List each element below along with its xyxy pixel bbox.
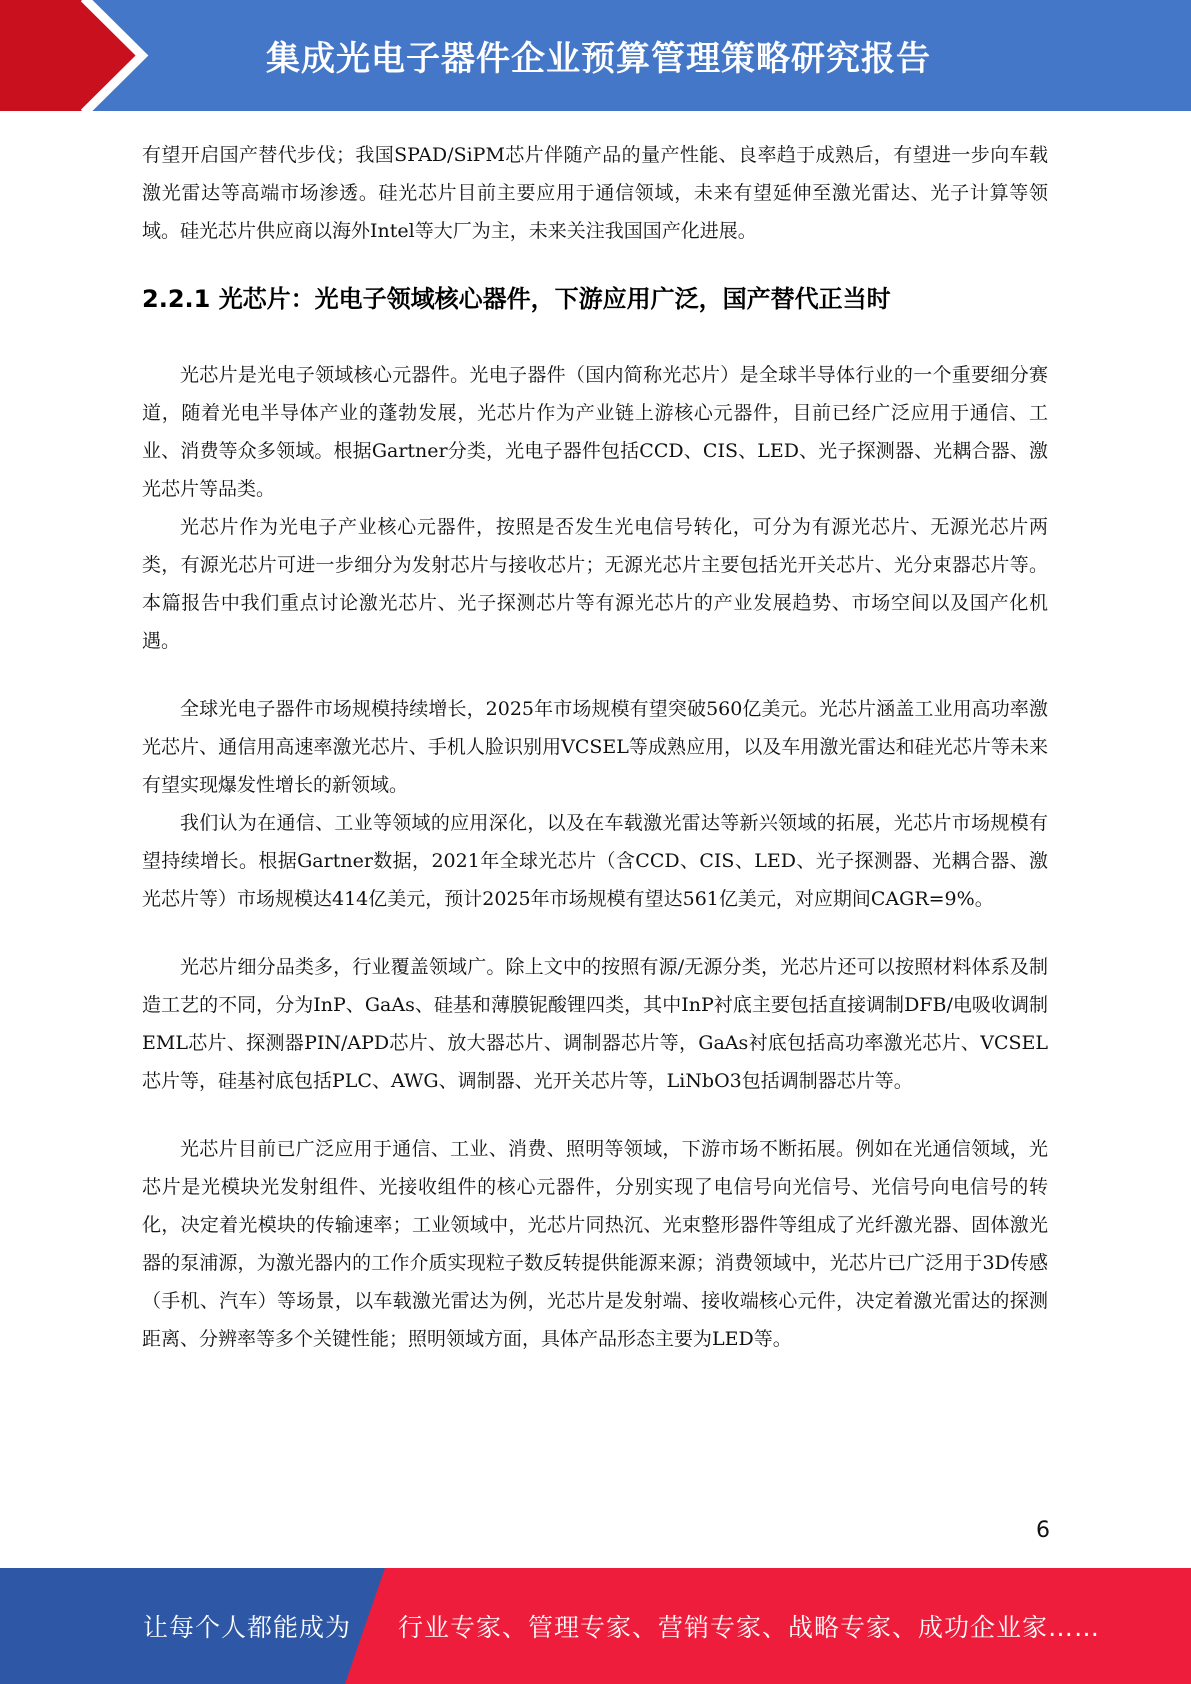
body-paragraph: 我们认为在通信、工业等领域的应用深化，以及在车载激光雷达等新兴领域的拓展，光芯片市场规模有望持续增长。根据Gartner数据，2021年全球光芯片（含CCD、CIS、LED、光子探测器、光耦合器、激光芯片等）市场规模达414亿美元，预计2025年市场规模有望达561亿美元，对应期间CAGR=9%。	[142, 812, 1048, 910]
section-heading: 2.2.1 光芯片：光电子领域核心器件，下游应用广泛，国产替代正当时	[142, 285, 891, 313]
page-number: 6	[1036, 1518, 1050, 1543]
body-paragraph: 光芯片作为光电子产业核心元器件，按照是否发生光电信号转化，可分为有源光芯片、无源光芯片两类，有源光芯片可进一步细分为发射芯片与接收芯片；无源光芯片主要包括光开关芯片、光分束器芯片等。本篇报告中我们重点讨论激光芯片、光子探测芯片等有源光芯片的产业发展趋势、市场空间以及国产化机遇。	[142, 516, 1048, 652]
page-footer	[0, 1568, 1191, 1684]
body-paragraph: 光芯片目前已广泛应用于通信、工业、消费、照明等领域，下游市场不断拓展。例如在光通信领域，光芯片是光模块光发射组件、光接收组件的核心元器件，分别实现了电信号向光信号、光信号向电信号的转化，决定着光模块的传输速率；工业领域中，光芯片同热沉、光束整形器件等组成了光纤激光器、固体激光器的泵浦源，为激光器内的工作介质实现粒子数反转提供能源来源；消费领域中，光芯片已广泛用于3D传感（手机、汽车）等场景，以车载激光雷达为例，光芯片是发射端、接收端核心元件，决定着激光雷达的探测距离、分辨率等多个关键性能；照明领域方面，具体产品形态主要为LED等。	[142, 1138, 1048, 1350]
body-paragraph: 全球光电子器件市场规模持续增长，2025年市场规模有望突破560亿美元。光芯片涵盖工业用高功率激光芯片、通信用高速率激光芯片、手机人脸识别用VCSEL等成熟应用，以及车用激光雷达和硅光芯片等未来有望实现爆发性增长的新领域。	[142, 698, 1048, 796]
page-header	[0, 0, 1191, 111]
paragraph-gap	[142, 660, 1048, 690]
footer-slogan-right: 行业专家、管理专家、营销专家、战略专家、成功企业家……	[398, 1613, 1101, 1642]
footer-slogan-left: 让每个人都能成为	[143, 1613, 352, 1642]
body-paragraph: 光芯片细分品类多，行业覆盖领域广。除上文中的按照有源/无源分类，光芯片还可以按照材料体系及制造工艺的不同，分为InP、GaAs、硅基和薄膜铌酸锂四类，其中InP衬底主要包括直接调制DFB/电吸收调制EML芯片、探测器PIN/APD芯片、放大器芯片、调制器芯片等，GaAs衬底包括高功率激光芯片、VCSEL芯片等，硅基衬底包括PLC、AWG、调制器、光开关芯片等，LiNbO3包括调制器芯片等。	[142, 956, 1048, 1092]
paragraph-gap	[142, 1100, 1048, 1130]
document-title: 集成光电子器件企业预算管理策略研究报告	[266, 39, 931, 79]
body-paragraph: 光芯片是光电子领域核心元器件。光电子器件（国内简称光芯片）是全球半导体行业的一个重要细分赛道，随着光电半导体产业的蓬勃发展，光芯片作为产业链上游核心元器件，目前已经广泛应用于通信、工业、消费等众多领域。根据Gartner分类，光电子器件包括CCD、CIS、LED、光子探测器、光耦合器、激光芯片等品类。	[142, 364, 1048, 500]
intro-paragraph: 有望开启国产替代步伐；我国SPAD/SiPM芯片伴随产品的量产性能、良率趋于成熟后，有望进一步向车载激光雷达等高端市场渗透。硅光芯片目前主要应用于通信领域，未来有望延伸至激光雷达、光子计算等领域。硅光芯片供应商以海外Intel等大厂为主，未来关注我国国产化进展。	[142, 144, 1048, 242]
paragraph-gap	[142, 918, 1048, 948]
main-content	[142, 136, 1048, 1358]
